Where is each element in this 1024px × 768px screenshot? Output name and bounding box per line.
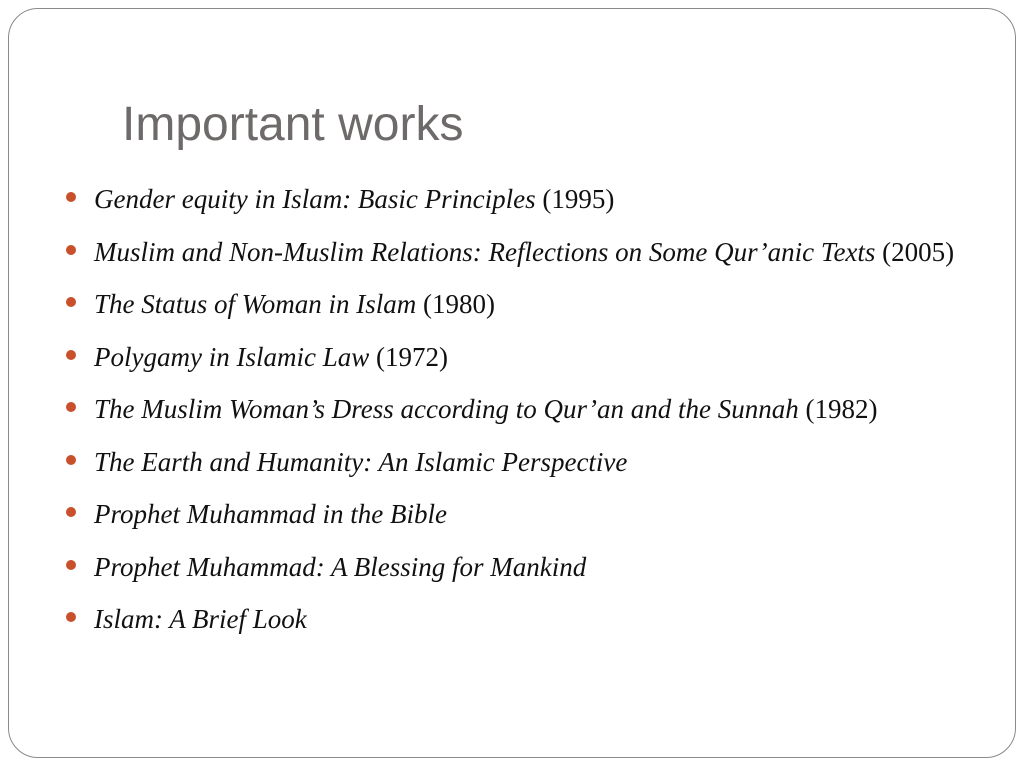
work-title: Gender equity in Islam: Basic Principles xyxy=(94,184,536,214)
slide xyxy=(8,8,1016,758)
bullet-icon xyxy=(66,612,76,622)
work-title: Muslim and Non-Muslim Relations: Reflections on Some Qur’anic Texts xyxy=(94,236,876,267)
work-title: Prophet Muhammad: A Blessing for Mankind xyxy=(94,551,587,582)
work-title: The Earth and Humanity: An Islamic Perspective xyxy=(94,446,628,477)
list-item xyxy=(64,440,984,484)
works-list xyxy=(64,177,984,650)
work-title: Prophet Muhammad in the Bible xyxy=(94,499,447,529)
work-year: (1972) xyxy=(375,341,448,372)
work-year: (1980) xyxy=(423,289,496,319)
list-item xyxy=(64,387,984,431)
work-year: (1982) xyxy=(805,394,878,424)
list-item xyxy=(64,545,984,589)
bullet-icon xyxy=(66,560,76,570)
bullet-icon xyxy=(66,192,76,202)
list-item xyxy=(64,335,984,379)
list-item xyxy=(64,230,984,274)
list-item xyxy=(64,282,984,326)
work-year: (1995) xyxy=(542,184,615,214)
work-title: Islam: A Brief Look xyxy=(94,604,307,634)
work-year: (2005) xyxy=(882,236,955,267)
bullet-icon xyxy=(66,455,76,465)
bullet-icon xyxy=(66,350,76,360)
work-title: Polygamy in Islamic Law xyxy=(94,341,370,372)
bullet-icon xyxy=(66,245,76,255)
bullet-icon xyxy=(66,402,76,412)
slide-title: Important works xyxy=(122,98,464,151)
work-title: The Status of Woman in Islam xyxy=(94,289,417,319)
bullet-icon xyxy=(66,507,76,517)
list-item xyxy=(64,492,984,536)
work-title: The Muslim Woman’s Dress according to Qur’an and the Sunnah xyxy=(94,394,799,424)
bullet-icon xyxy=(66,297,76,307)
list-item xyxy=(64,177,984,221)
list-item xyxy=(64,597,984,641)
